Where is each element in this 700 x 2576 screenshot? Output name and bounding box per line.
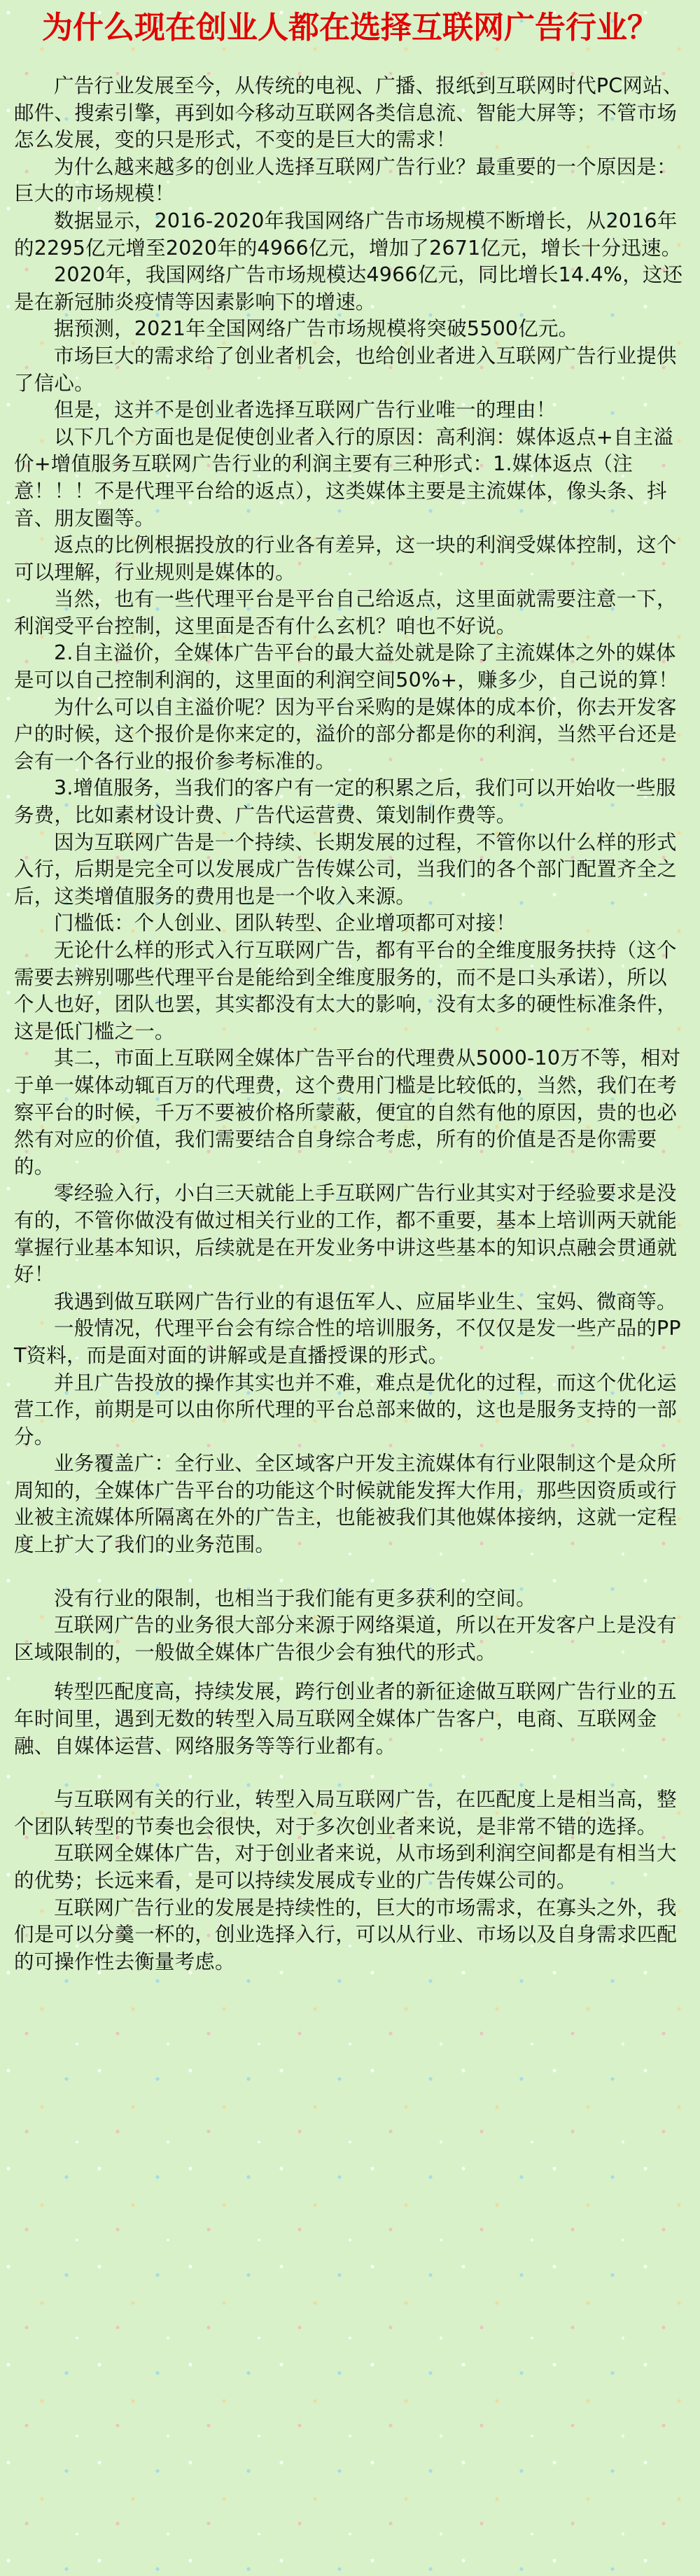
article-paragraph: 我遇到做互联网广告行业的有退伍军人、应届毕业生、宝妈、微商等。 [54, 1289, 677, 1313]
article-paragraph: 转型匹配度高，持续发展，跨行创业者的新征途做互联网广告行业的五年时间里，遇到无数的转型入局互联网全媒体广告客户，电商、互联网金融、自媒体运营、网络服务等等行业都有。 [14, 1680, 677, 1758]
article-paragraph: 广告行业发展至今，从传统的电视、广播、报纸到互联网时代PC网站、邮件、搜索引擎，再到如今移动互联网各类信息流、智能大屏等；不管市场怎么发展，变的只是形式，不变的是巨大的需求！ [14, 74, 683, 152]
article-paragraph: 互联网广告行业的发展是持续性的，巨大的市场需求，在寡头之外，我们是可以分羹一杯的，创业选择入行，可以从行业、市场以及自身需求匹配的可操作性去衡量考虑。 [14, 1896, 678, 1973]
article-paragraph: 无论什么样的形式入行互联网广告，都有平台的全维度服务扶持（这个需要去辨别哪些代理平台是能给到全维度服务的，而不是口头承诺），所以个人也好，团队也罢，其实都没有太大的影响，没有太多的硬性标准条件，这是低门槛之一。 [14, 939, 678, 1043]
article-paragraph: 没有行业的限制，也相当于我们能有更多获利的空间。 [54, 1586, 536, 1610]
article-paragraph: 为什么越来越多的创业人选择互联网广告行业？最重要的一个原因是：巨大的市场规模！ [14, 155, 677, 206]
article-paragraph: 当然，也有一些代理平台是平台自己给返点，这里面就需要注意一下，利润受平台控制，这里面是否有什么玄机？咱也不好说。 [14, 587, 677, 638]
article-paragraph: 2.自主溢价，全媒体广告平台的最大益处就是除了主流媒体之外的媒体是可以自己控制利润的，这里面的利润空间50%+，赚多少，自己说的算！ [14, 641, 679, 692]
article-paragraph: 其二，市面上互联网全媒体广告平台的代理费从5000-10万不等，相对于单一媒体动辄百万的代理费，这个费用门槛是比较低的，当然，我们在考察平台的时候，千万不要被价格所蒙蔽，便宜的自然有他的原因，贵的也必然有对应的价值，我们需要结合自身综合考虑，所有的价值是否是你需要的。 [14, 1046, 681, 1178]
article-paragraph: 数据显示，2016-2020年我国网络广告市场规模不断增长，从2016年的2295亿元增至2020年的4966亿元，增加了2671亿元，增长十分迅速。 [14, 209, 682, 260]
article-paragraph: 2020年，我国网络广告市场规模达4966亿元，同比增长14.4%，这还是在新冠肺炎疫情等因素影响下的增速。 [14, 263, 683, 314]
article-paragraph: 以下几个方面也是促使创业者入行的原因：高利润：媒体返点+自主溢价+增值服务互联网广告行业的利润主要有三种形式：1.媒体返点（注意！！！不是代理平台给的返点），这类媒体主要是主流媒体，像头条、抖音、朋友圈等。 [14, 425, 674, 530]
article-paragraph: 并且广告投放的操作其实也并不难，难点是优化的过程，而这个优化运营工作，前期是可以由你所代理的平台总部来做的，这也是服务支持的一部分。 [14, 1371, 678, 1448]
article-paragraph: 3.增值服务，当我们的客户有一定的积累之后，我们可以开始收一些服务费，比如素材设计费、广告代运营费、策划制作费等。 [14, 776, 676, 827]
article-paragraph: 业务覆盖广：全行业、全区域客户开发主流媒体有行业限制这个是众所周知的，全媒体广告平台的功能这个时候就能发挥大作用，那些因资质或行业被主流媒体所隔离在外的广告主，也能被我们其他媒体接纳，这就一定程度上扩大了我们的业务范围。 [14, 1452, 678, 1557]
article-paragraph: 互联网广告的业务很大部分来源于网络渠道，所以在开发客户上是没有区域限制的，一般做全媒体广告很少会有独代的形式。 [14, 1614, 677, 1664]
article-paragraph: 返点的比例根据投放的行业各有差异，这一块的利润受媒体控制，这个可以理解，行业规则是媒体的。 [14, 533, 677, 584]
article-title: 为什么现在创业人都在选择互联网广告行业？ [42, 10, 658, 46]
article-paragraph: 市场巨大的需求给了创业者机会，也给创业者进入互联网广告行业提供了信心。 [14, 344, 677, 395]
article-paragraph: 门槛低：个人创业、团队转型、企业增项都可对接！ [54, 911, 517, 935]
article-paragraph: 为什么可以自主溢价呢？因为平台采购的是媒体的成本价，你去开发客户的时候，这个报价是你来定的，溢价的部分都是你的利润，当然平台还是会有一个各行业的报价参考标准的。 [14, 695, 678, 773]
article-paragraph: 一般情况，代理平台会有综合性的培训服务，不仅仅是发一些产品的PPT资料，而是面对面的讲解或是直播授课的形式。 [14, 1317, 681, 1367]
article-paragraph: 零经验入行，小白三天就能上手互联网广告行业其实对于经验要求是没有的，不管你做没有做过相关行业的工作，都不重要，基本上培训两天就能掌握行业基本知识，后续就是在开发业务中讲这些基本的知识点融会贯通就好！ [14, 1182, 678, 1287]
article-paragraph: 据预测，2021年全国网络广告市场规模将突破5500亿元。 [54, 317, 579, 341]
article-paragraph: 与互联网有关的行业，转型入局互联网广告，在匹配度上是相当高，整个团队转型的节奏也会很快，对于多次创业者来说，是非常不错的选择。 [14, 1788, 677, 1838]
article-body [14, 73, 686, 1975]
article-paragraph: 但是，这并不是创业者选择互联网广告行业唯一的理由！ [54, 398, 556, 422]
article-paragraph: 互联网全媒体广告，对于创业者来说，从市场到利润空间都是有相当大的优势；长远来看，是可以持续发展成专业的广告传媒公司的。 [14, 1842, 677, 1892]
article-paragraph: 因为互联网广告是一个持续、长期发展的过程，不管你以什么样的形式入行，后期是完全可以发展成广告传媒公司，当我们的各个部门配置齐全之后，这类增值服务的费用也是一个收入来源。 [14, 830, 678, 908]
